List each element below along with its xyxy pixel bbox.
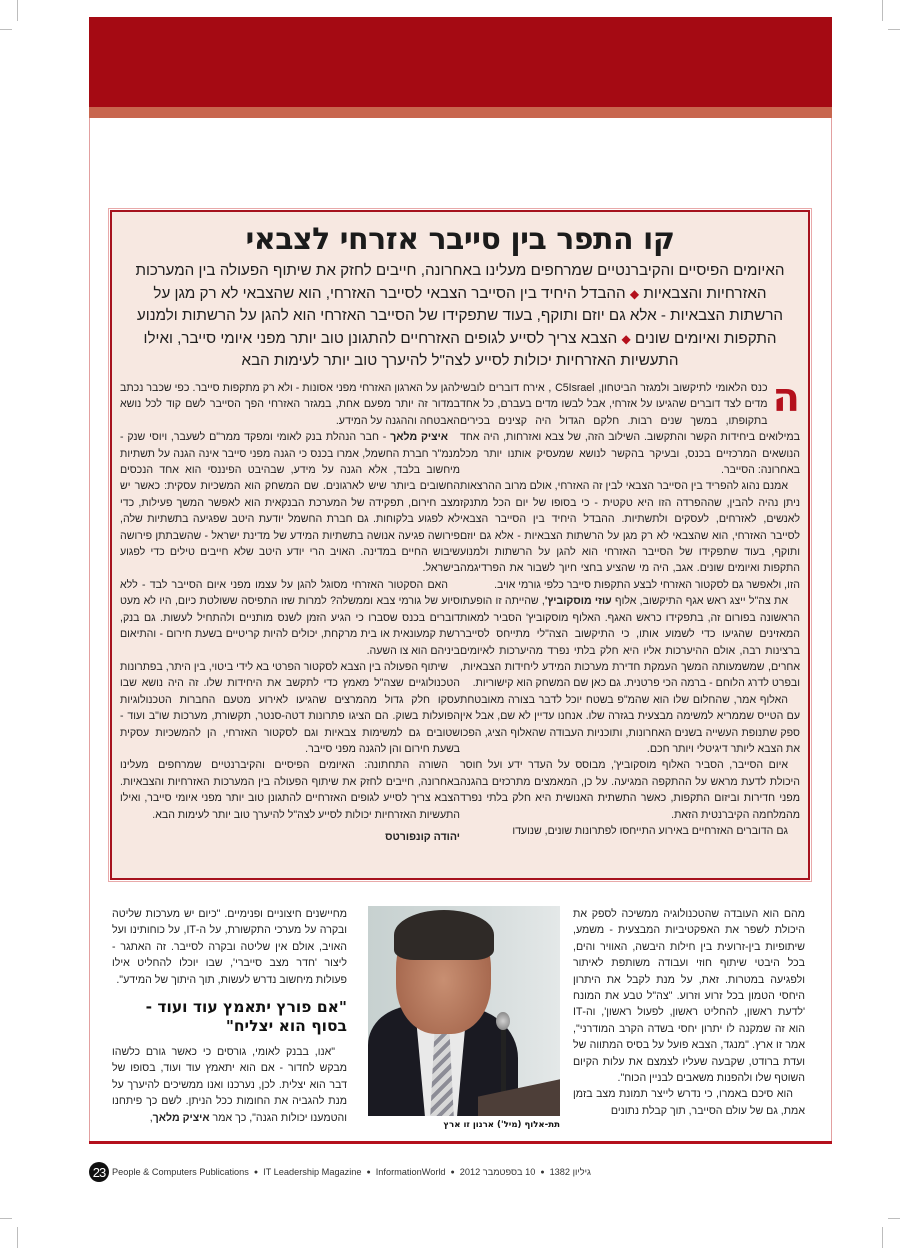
paragraph: מחיישנים חיצוניים ופנימיים. "כיום יש מערכות שליטה ובקרה על מערכי התקשורת, על ה-IT, על כוחותינו ועל האויב, אולם אין שליטה ובקרה לסייבר. זה האתגר - ליצור 'חדר מצב סייברי', שבו יוכלו להחליט אילו פעולות מיחשוב נדרש לעשות, תוך היתוך של המידע".: [112, 908, 347, 986]
lede-part-3: הצבא צריך לסייע לגופים האזרחיים להתגונן טוב יותר מפני איומי סייבר, ואילו התעשיות האזרחיות יכולות לסייע לצה"ל להיערך טוב יותר לעימות הבא: [143, 329, 679, 369]
crop-mark-bl-v: [17, 1227, 18, 1248]
paragraph: איציק מלאך - חבר הנהלת בנק לאומי ומפקד ממר"ם לשעבר, ויוסי שנק - מנמ"ר חברת החשמל, אמרו בכנס כי הגנה מפני סייבר אינה הגנה על תשתיות מיחשוב בלבד, אלא הגנה על מידע, שבהיבט הפיננסי הוא אחד הנכסים החשובים ביותר שיש לארגונים. שם המשחק הוא המשכיות עסקית: כאשר יש מצב חירום, תפקידה של המערכת הבנקאית הוא לאפשר המשך פעילות, כדי לא לפגוע בלקוחות. גם חברת החשמל יודעת היטב שפגיעה בתשתיות שלה, פירושה פגיעה אנושה בתשתיות המידע של מדינת ישראל - שהשבתתן פירושה שיבוש החיים במדינה. האויב הרי יודע היטב שלא חייבים טילים כדי לפגוע בישראל.: [120, 431, 460, 575]
footer-publisher: People & Computers Publications: [112, 1167, 249, 1177]
article-column-right: [460, 375, 800, 839]
author-byline: יהודה קונפורטס: [385, 830, 460, 843]
footer-magazine: IT Leadership Magazine: [263, 1167, 362, 1177]
section-subheading: "אם פורץ יתאמץ עוד ועוד - בסוף הוא יצליח": [145, 998, 347, 1036]
person-name: עוזי מוסקוביץ': [544, 595, 612, 608]
paragraph: ה כנס הלאומי לתיקשוב ולמגזר הביטחון, C5Israel , אירח דוברים לובשי מדים לצד דוברים שהגיעו על אזרחי, אבל לבשו מדים בעברם, כל אחד בתקופתו, במשך שנים רבות. חלקם הגדול היה קצינים בכירים במילואים ביחידות הקשר והתקשוב. השילוב הזה, של צבא ואזרחות, היה אחד הנושאים המרכזיים בכנס, ובעיקר בהקשר לנושא שמעסיק אותנו יותר מכל באחרונה: הסייבר.: [460, 375, 800, 477]
bullet-icon: ●: [540, 1168, 545, 1176]
person-name: איציק מלאך: [390, 431, 448, 444]
paragraph: גם הדוברים האזרחיים באירוע התייחסו לפתרונות שונים, שנועדו: [512, 824, 788, 837]
paragraph: האלוף אמר, שהחלום שלו הוא שהמ"פ בשטח יוכל לדבר בצורה מאובטחת עם הטייס שממריא למשימה מבצעית בגזרה שלו. אנחנו עדיין לא שם, אבל אין ספק שתנופת העשייה בשנים האחרונות, ותוכניות העבודה שהאלוף הציג, הפכו את הצבא ליותר דיגיטלי ויותר חכם.: [460, 693, 800, 755]
paragraph: שיתוף הפעולה בין הצבא לסקטור הפרטי בא לידי ביטוי, בין היתר, בפתרונות הטכנולוגיים שצה"ל מאמץ כדי לתקשב את היחידות שלו. זה היה נושא שבו עסקו חלק גדול מהמרצים שהגיעו לאירוע מטעם החברות הטכנולוגיות הפועלות בשוק. הם הציגו פתרונות דטה-סנטר, תקשורת, מערכות שו"ב ועוד - שטובים גם למשימות צבאיות וגם לסקטור האזרחי, הן להמשכיות עסקית בשעת חירום והן להגנה מפני סייבר.: [120, 660, 460, 755]
drop-cap: ה: [772, 375, 800, 421]
bullet-icon: ●: [253, 1168, 259, 1176]
crop-mark-tr-h: [888, 29, 900, 30]
photo-caption: תת-אלוף (מיל') ארנון זו ארץ: [443, 1120, 560, 1130]
crop-mark-bl-h: [0, 1218, 12, 1219]
article-lede: [126, 260, 794, 373]
person-name: איציק מלאך: [152, 1111, 210, 1124]
crop-mark-tl-v: [17, 0, 18, 21]
paragraph: הוא סיכם באמרו, כי נדרש לייצר תמונת מצב בזמן אמת, גם של עולם הסייבר, תוך קבלת נתונים: [573, 1088, 805, 1117]
header-red-band: [89, 17, 832, 107]
bottom-rule: [89, 1141, 832, 1144]
lede-part-1: האיומים הפיסיים והקיברנטיים שמרחפים מעלינו באחרונה, חייבים לחזק את שיתוף הפעולה בין המערכות האזרחיות והצבאיות: [135, 262, 785, 302]
bullet-icon: ●: [450, 1168, 455, 1176]
footer-date: 10 בספטמבר 2012: [459, 1167, 536, 1177]
paragraph: להגן על הארגון האזרחי מפני אסונות - ולא רק מתקפות סייבר. כפי שכבר נכתב במדור זה יותר מפעם אחת, במגזר האזרחי הפך הסייבר לשם קוד לכל נושא האבטחה וההגנה על המידע.: [120, 382, 460, 427]
paragraph: את צה"ל ייצג ראש אגף התיקשוב, אלוף עוזי מוסקוביץ', שהייתה זו הופעתו הראשונה בפורום זה, בתפקידו כראש האגף. האלוף מוסקוביץ' הסביר למאות המאזינים שהגיעו כדי לשמוע אותו, כי התיקשוב הצה"לי מתייחס לסייבר ברצינות רבה, אולם ההיערכות אליו היא חלק בלתי נפרד מהיערכות לאיומים אחרים, שמשמעותה המשך העמקת חדירת מערכות המידע ליחידות הצבאיות, ובפרט לדרג הלוחם - ברמה הכי פרטנית. גם כאן שם המשחק הוא קישוריות.: [460, 595, 800, 690]
article-headline: קו התפר בין סייבר אזרחי לצבאי: [245, 222, 675, 257]
article-box: [110, 210, 810, 880]
lower-column-left: [112, 906, 347, 1126]
paragraph: אמנם נהוג להפריד בין הסייבר הצבאי לבין זה האזרחי, אולם מרוב ההרצאות ניתן נהיה להבין, שההפרדה הזו היא טקטית - כי בסופו של יום הכל מתנקז לאנשים, לאזרחים, לעסקים ולתשתיות. ההבדל היחיד בין הסייבר הצבאי לסייבר האזרחי, הוא שהצבאי לא רק מגן על הרשתות הצבאיות - אלא גם יוזם ותוקף, בעוד שתפקידו של הסייבר האזרחי הוא להגן על הרשתות ולמנוע התקפות ואיומים שונים. אגב, היה מי שהציע בחצי חיוך לשבור את הפרדיגמה הזו, ולאפשר גם לסקטור האזרחי לבצע התקפות סייבר כלפי גורמי אויב.: [460, 480, 800, 591]
footer-brand: InformationWorld: [375, 1167, 446, 1177]
page-footer: [89, 1162, 591, 1182]
microphone-icon: [496, 1012, 510, 1030]
page-number: 23: [89, 1162, 109, 1182]
article-column-left: [120, 380, 460, 845]
crop-mark-tr-v: [882, 0, 883, 21]
paragraph: מהם הוא העובדה שהטכנולוגיה ממשיכה לספק את היכולת לשפר את האפקטיביות המבצעית - משמע, שיתופיות בין-זרועית בין חילות היבשה, האוויר והים, בכל היבטי שיתוף חוזי ועבודה משותפת לאיתור ולפגיעה במטרות. זאת, על מנת לקבל את היתרון היחסי הטמון בכל זרוע וזרוע. "צה"ל טבע את המונח 'לדעת ראשון, להחליט ראשון, לפעול ראשון', וה-IT הוא זה שמקנה לו יתרון יחסי בשדה הקרב המודרני", אמר זו ארץ. "מנגד, הצבא פועל על בסיס המתווה של ועדת ברודט, שקבעה שעליו לצמצם את עלות הקיום השוטף שלו ולהפנות משאבים לבניין הכוח".: [573, 908, 805, 1085]
diamond-bullet-icon: ◆: [621, 331, 631, 346]
footer-issue: גיליון 1382: [549, 1167, 591, 1177]
paragraph: האם הסקטור האזרחי מסוגל להגן על עצמו מפני איום הסייבר לבד - ללא סיוע של גורמי צבא וממשלה? למרות שזו התפיסה ששולטת כיום, היו לא מעט דוברים בכנס שסברו כי הגיע הזמן לשנס מותניים ולהתחיל לעשות. גם בנק, רשת קמעונאית או בית מרקחת, יכולים להיות קריטיים בשעת חירום - והתיאום ביניהם הוא צו השעה.: [120, 578, 460, 657]
crop-mark-br-v: [882, 1227, 883, 1248]
paragraph: איום הסייבר, הסביר האלוף מוסקוביץ', מבוסס על העדר ידע ועל חוסר היכולת לדעת מראש על ההתקפה המגיעה. על כן, המאמצים מתרכזים בהגנה מפני חדירות וביזום התקפות, כאשר התשתית האנושית היא חלק בלתי נפרד מהמלחמה הקיברנטית הזאת.: [460, 759, 800, 821]
header-salmon-band: [89, 107, 832, 118]
crop-mark-tl-h: [0, 29, 12, 30]
paragraph: "אנו, בבנק לאומי, גורסים כי כאשר גורם כלשהו מבקש לחדור - אם הוא יתאמץ עוד ועוד, בסופו של דבר הוא יצלית. לכן, נערכנו ואנו ממשיכים להיערך על מנת להגביה את החומות ככל הניתן. לשם כך פיתחנו והטמענו יכולות הגנה", כך אמר איציק מלאך,: [112, 1046, 347, 1124]
speaker-photo: [368, 906, 560, 1116]
paragraph: השורה התחתונה: האיומים הפיסיים והקיברנטיים שמרחפים מעלינו באחרונה, חייבים לחזק את שיתוף הפעולה בין המערכות האזרחיות והצבאיות. הצבא צריך לסייע לגופים האזרחיים להתגונן טוב יותר מפני איומי סייבר, ואילו התעשיות האזרחיות יכולות לסייע לצה"ל להיערך טוב יותר לעימות הבא.: [120, 759, 460, 821]
lower-column-right: [573, 906, 805, 1119]
bullet-icon: ●: [366, 1168, 371, 1176]
lede-part-2: ההבדל היחיד בין הסייבר הצבאי לסייבר האזרחי, הוא שהצבאי לא רק מגן על הרשתות הצבאיות - אלא גם יוזם ותוקף, בעוד שתפקידו של הסייבר האזרחי הוא להגן על הרשתות ולמנוע התקפות ואיומים שונים: [136, 284, 784, 347]
diamond-bullet-icon: ◆: [629, 286, 640, 301]
crop-mark-br-h: [888, 1218, 900, 1219]
